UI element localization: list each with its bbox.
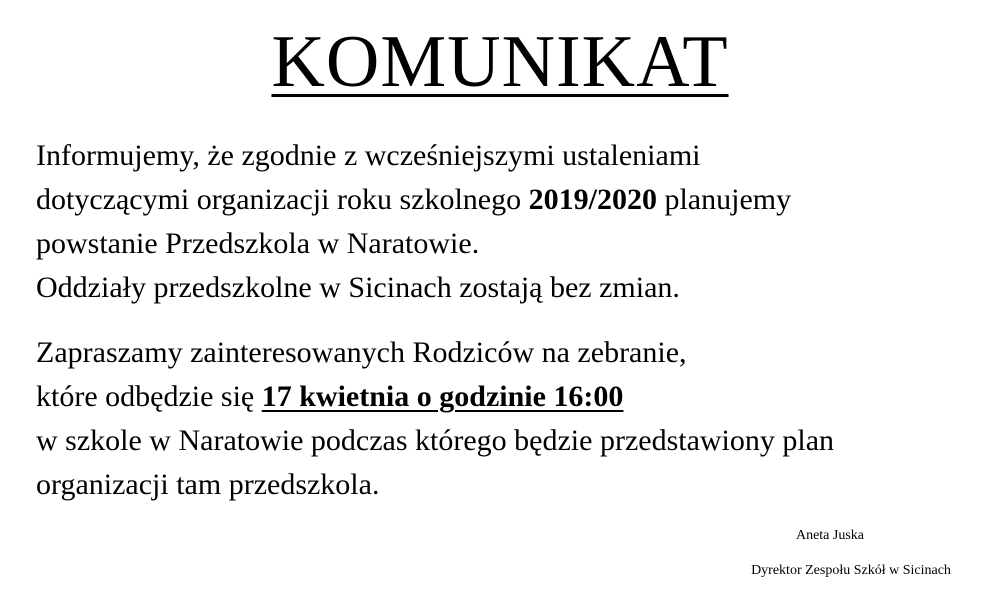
paragraph-1-line-2-start: dotyczącymi organizacji roku szkolnego bbox=[36, 183, 529, 216]
meeting-date: 17 kwietnia o godzinie 16:00 bbox=[261, 380, 624, 413]
paragraph-1-line-1: Informujemy, że zgodnie z wcześniejszymi ustaleniami bbox=[36, 139, 701, 172]
paragraph-2-line-2 bbox=[36, 375, 986, 419]
paragraph-1-line-2-end: planujemy bbox=[656, 183, 792, 216]
paragraph-1-line-4: Oddziały przedszkolne w Sicinach zostają bez zmian. bbox=[36, 271, 680, 304]
paragraph-2-line-1: Zapraszamy zainteresowanych Rodziców na zebranie, bbox=[36, 336, 687, 369]
signature-name: Aneta Juska bbox=[795, 528, 865, 543]
paragraph-2-line-3: w szkole w Naratowie podczas którego będzie przedstawiony plan bbox=[36, 424, 835, 457]
paragraph-2-line-2-start: które odbędzie się bbox=[36, 380, 262, 413]
announcement-paragraph-1 bbox=[36, 134, 986, 310]
announcement-paragraph-2 bbox=[36, 331, 986, 507]
paragraph-1-line-3: powstanie Przedszkola w Naratowie. bbox=[36, 227, 480, 260]
page-title bbox=[0, 22, 1000, 102]
paragraph-1-line-2 bbox=[36, 178, 986, 222]
school-year: 2019/2020 bbox=[528, 183, 657, 216]
signature-position: Dyrektor Zespołu Szkół w Sicinach bbox=[751, 563, 951, 578]
paragraph-2-line-4: organizacji tam przedszkola. bbox=[36, 468, 380, 501]
title-text: KOMUNIKAT bbox=[271, 21, 729, 103]
